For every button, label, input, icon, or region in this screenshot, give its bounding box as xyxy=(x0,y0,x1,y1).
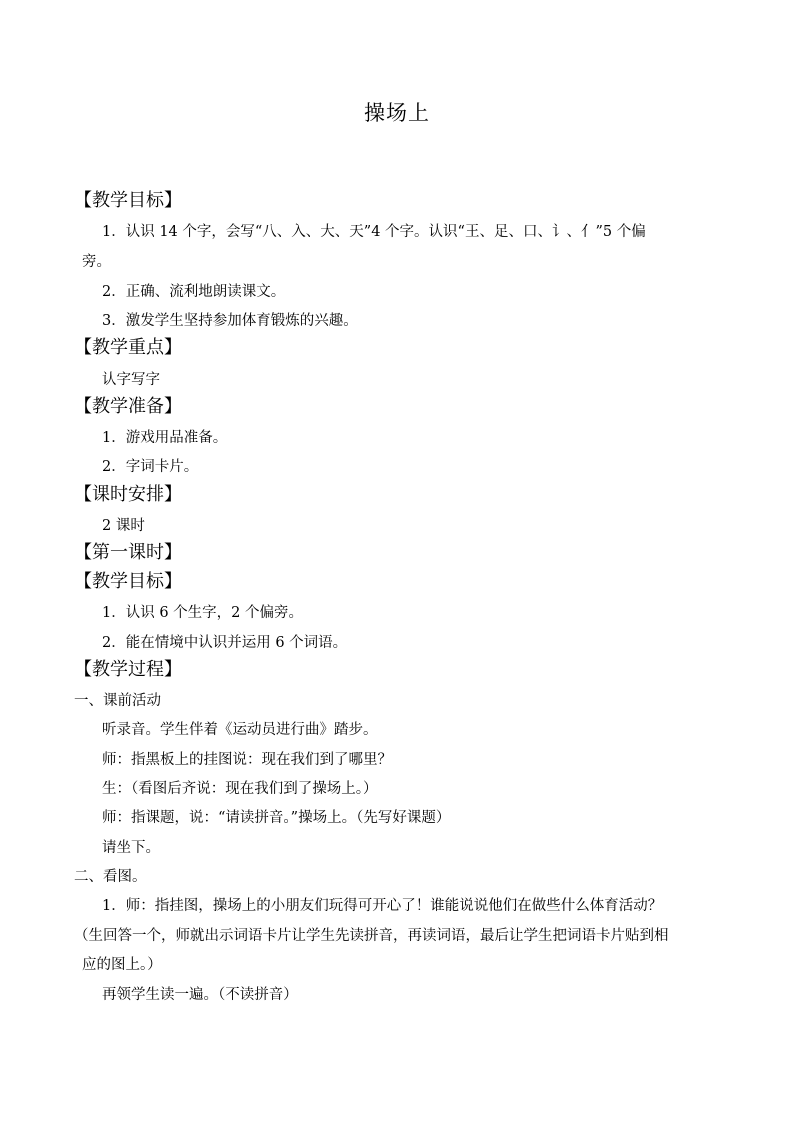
goal-item-3: 3．激发学生坚持参加体育锻炼的兴趣。 xyxy=(102,313,358,329)
section-heading-process: 【教学过程】 xyxy=(74,659,182,680)
step-one-paragraph-2: 师：指黑板上的挂图说：现在我们到了哪里？ xyxy=(102,752,392,768)
step-two-paragraph-1-continued: （生回答一个，师就出示词语卡片让学生先读拼音，再读词语，最后让学生把词语卡片贴到相 xyxy=(74,928,669,944)
step-one-paragraph-5: 请坐下。 xyxy=(102,840,160,856)
section-heading-goals: 【教学目标】 xyxy=(74,190,182,211)
step-one-paragraph-4: 师：指课题，说：“请读拼音。”操场上。（先写好课题） xyxy=(102,810,451,826)
step-two-paragraph-2: 再领学生读一遍。（不读拼音） xyxy=(102,987,298,1003)
step-one-paragraph-1: 听录音。学生伴着《运动员进行曲》踏步。 xyxy=(102,722,378,738)
goal-item-1-continued: 旁。 xyxy=(82,254,111,270)
preparation-item-1: 1．游戏用品准备。 xyxy=(102,430,228,446)
section-heading-schedule: 【课时安排】 xyxy=(74,484,182,505)
page-title: 操场上 xyxy=(364,101,430,125)
lesson-one-goal-2: 2．能在情境中认识并运用 6 个词语。 xyxy=(102,635,348,651)
step-one-title: 一、课前活动 xyxy=(74,693,161,709)
schedule-text: 2 课时 xyxy=(102,518,145,534)
lesson-one-goal-1: 1．认识 6 个生字，2 个偏旁。 xyxy=(102,605,304,621)
preparation-item-2: 2．字词卡片。 xyxy=(102,459,199,475)
key-points-text: 认字写字 xyxy=(102,372,160,388)
step-two-paragraph-1: 1．师：指挂图，操场上的小朋友们玩得可开心了！谁能说说他们在做些什么体育活动？ xyxy=(102,898,663,914)
section-heading-key-points: 【教学重点】 xyxy=(74,337,182,358)
section-heading-lesson-one: 【第一课时】 xyxy=(74,542,182,563)
goal-item-1: 1．认识 14 个字，会写“八、入、大、天”4 个字。认识“王、足、口、讠、亻”5 个偏 xyxy=(102,224,646,240)
step-one-paragraph-3: 生：（看图后齐说：现在我们到了操场上。） xyxy=(102,781,378,797)
goal-item-2: 2．正确、流利地朗读课文。 xyxy=(102,284,286,300)
step-two-title: 二、看图。 xyxy=(74,869,147,885)
section-heading-lesson-one-goals: 【教学目标】 xyxy=(74,571,182,592)
section-heading-preparation: 【教学准备】 xyxy=(74,396,182,417)
step-two-paragraph-1-end: 应的图上。） xyxy=(82,957,162,973)
